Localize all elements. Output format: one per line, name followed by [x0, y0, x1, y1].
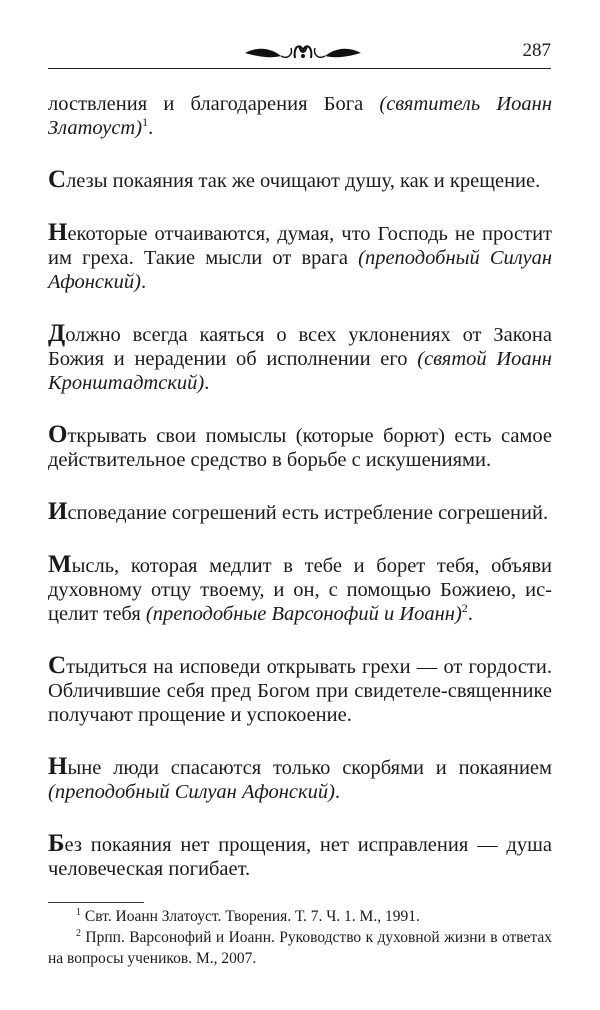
attribution: (преподобные Варсонофий и Иоанн)	[145, 603, 462, 625]
paragraph-text: ысль, которая медлит в тебе и борет тебя, объяви духовному отцу твоему, и он, с помощью Божиею, исцелит тебя	[48, 555, 552, 625]
footnote-text: Свт. Иоанн Златоуст. Творения. Т. 7. Ч. 1. М., 1991.	[81, 908, 420, 925]
paragraph-text: екоторые отчаиваются, думая, что Господь не простит им греха. Такие мысли от врага	[48, 223, 552, 269]
ornament-icon	[243, 40, 363, 64]
paragraph-text: .	[140, 271, 147, 293]
paragraph	[48, 92, 552, 140]
paragraph	[48, 832, 552, 881]
paragraph	[48, 322, 552, 395]
footnote-mark: 1	[76, 906, 81, 918]
paragraph-text: .	[467, 603, 473, 625]
paragraph	[48, 168, 552, 193]
attribution: (святой Иоанн Кронштадтский)	[48, 348, 552, 394]
body-text	[48, 92, 552, 909]
footnote-text: Прпп. Варсонофий и Иоанн. Руководство к духовной жизни в ответах на вопросы учеников. М., 2007.	[48, 929, 552, 967]
paragraph-text: лезы покаяния так же очищают душу, как и крещение.	[66, 170, 541, 192]
drop-initial: Д	[48, 320, 66, 347]
drop-initial: Н	[48, 753, 68, 780]
paragraph-text: ткрывать свои помыслы (которые борют) есть самое действительное средство в борьбе с искушениями.	[48, 425, 552, 471]
drop-initial: О	[48, 421, 68, 448]
drop-initial: Н	[48, 219, 68, 246]
drop-initial: С	[48, 166, 67, 193]
paragraph-text: .	[334, 781, 341, 803]
paragraph-text: ез покаяния нет прощения, нет исправления — душа человеческая погибает.	[48, 834, 552, 880]
footnote-divider	[48, 902, 144, 903]
footnotes	[48, 906, 552, 969]
paragraph-text: споведание согрешений есть истребление согрешений.	[67, 502, 549, 524]
paragraph-text: .	[148, 117, 154, 139]
paragraph	[48, 500, 552, 525]
paragraph	[48, 423, 552, 472]
footnote-mark: 2	[76, 927, 81, 939]
paragraph	[48, 553, 552, 626]
paragraph-text: тыдиться на исповеди открывать грехи — от гордости. Обличившие себя пред Богом при свидетеле-священнике получают прощение и успокоение.	[48, 656, 552, 726]
paragraph-text: лоствления и благодарения Бога	[48, 93, 380, 115]
footnote-ref: 2	[461, 601, 468, 616]
paragraph-text: .	[204, 372, 210, 394]
drop-initial: И	[48, 498, 68, 525]
footnote	[48, 906, 552, 927]
attribution: (святитель Иоанн Златоуст)	[48, 93, 552, 139]
drop-initial: С	[48, 652, 67, 679]
attribution: (преподобный Силуан Афонский)	[48, 247, 552, 293]
page-header	[48, 36, 551, 69]
drop-initial: Б	[48, 830, 65, 857]
paragraph-text: ыне люди спасаются только скорбями и покаянием	[67, 757, 552, 779]
paragraph	[48, 221, 552, 294]
drop-initial: М	[48, 551, 72, 578]
paragraph-text: олжно всегда каяться о всех уклонениях от Закона Божия и нерадении об исполнении его	[48, 324, 552, 370]
paragraph	[48, 755, 552, 804]
page-number: 287	[522, 40, 551, 61]
attribution: (преподобный Силуан Афонский)	[48, 781, 335, 803]
footnote	[48, 927, 552, 969]
paragraph	[48, 654, 552, 727]
footnote-ref: 1	[142, 115, 149, 130]
